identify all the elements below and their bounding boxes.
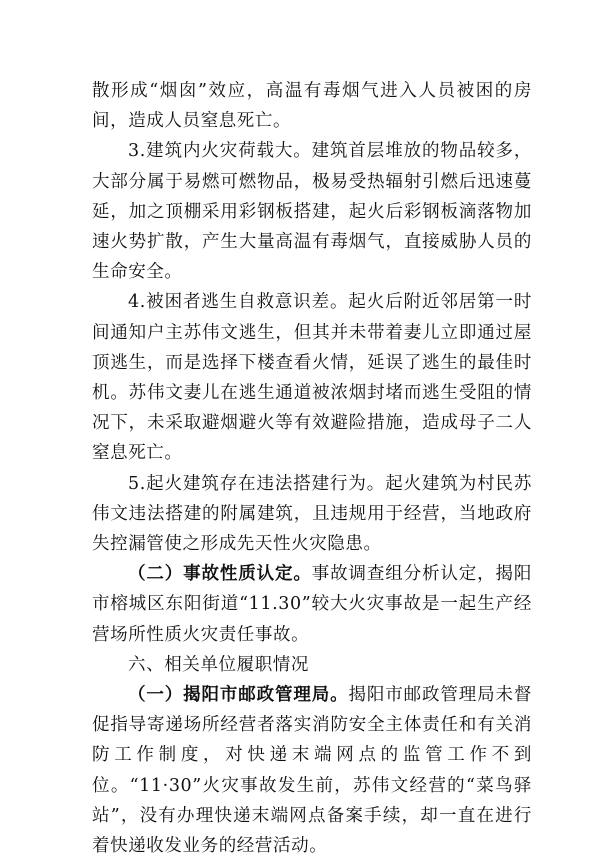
paragraph-postal-bureau bbox=[92, 680, 532, 861]
paragraph-fire-load: 3.建筑内火灾荷载大。建筑首层堆放的物品较多，大部分属于易燃可燃物品，极易受热辐射引燃后迅速蔓延，加之顶棚采用彩钢板搭建，起火后彩钢板滴落物加速火势扩散，产生大量高温有毒烟气，直接威胁人员的生命安全。 bbox=[92, 141, 532, 283]
section-heading-duties: 六、相关单位履职情况 bbox=[128, 654, 309, 675]
paragraph-illegal-construction: 5.起火建筑存在违法搭建行为。起火建筑为村民苏伟文违法搭建的附属建筑，且违规用于经营，当地政府失控漏管使之形成先天性火灾隐患。 bbox=[92, 473, 532, 555]
accident-nature-text: 事故调查组分析认定，揭阳市榕城区东阳街道“11.30”较大火灾事故是一起生产经营场所性质火灾责任事故。 bbox=[92, 564, 533, 645]
accident-nature-heading: （二）事故性质认定。 bbox=[128, 564, 312, 585]
paragraph-accident-nature bbox=[92, 559, 532, 650]
postal-bureau-heading: （一）揭阳市邮政管理局。 bbox=[128, 685, 349, 706]
paragraph-escape-awareness: 4.被困者逃生自救意识差。起火后附近邻居第一时间通知户主苏伟文逃生，但其并未带着妻儿立即通过屋顶逃生，而是选择下楼查看火情，延误了逃生的最佳时机。苏伟文妻儿在逃生通道被浓烟封堵而逃生受阻的情况下，未采取避烟避火等有效避险措施，造成母子二人窒息死亡。 bbox=[92, 292, 532, 464]
document-body bbox=[92, 76, 532, 861]
paragraph-smoke-effect: 散形成“烟囱”效应，高温有毒烟气进入人员被困的房间，造成人员窒息死亡。 bbox=[92, 81, 532, 132]
postal-bureau-text: 揭阳市邮政管理局未督促指导寄递场所经营者落实消防安全主体责任和有关消防工作制度，对快递末端网点的监管工作不到位。“11·30”火灾事故发生前，苏伟文经营的“菜鸟驿站”，没有办理快递末端网点备案手续，却一直在进行着快递收发业务的经营活动。 bbox=[92, 685, 532, 857]
